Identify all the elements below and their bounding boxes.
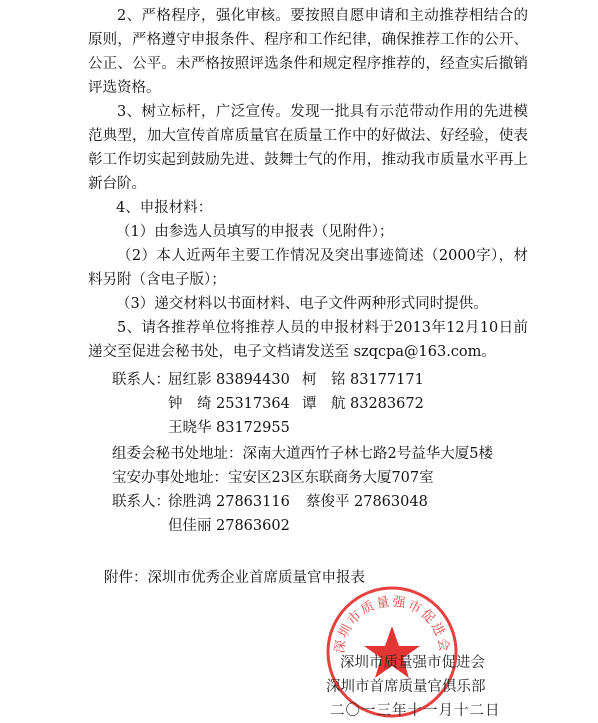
signature-org-2: 深圳市首席质量官俱乐部 bbox=[326, 678, 486, 695]
contact-name: 谭 航 bbox=[302, 396, 346, 412]
baoan-contacts-label: 联系人： bbox=[112, 494, 170, 510]
contact-phone: 83283672 bbox=[350, 396, 424, 412]
contact-name: 柯 铭 bbox=[302, 372, 346, 388]
contacts-label: 联系人： bbox=[112, 372, 170, 388]
materials-heading: 4、申报材料： bbox=[116, 200, 213, 216]
materials-item-2: （2）本人近两年主要工作情况及突出事迹简述（2000字），材料另附（含电子版）； bbox=[88, 248, 528, 288]
signature-org-1: 深圳市质量强市促进会 bbox=[340, 654, 485, 671]
contact-phone: 25317364 bbox=[216, 396, 290, 412]
paragraph-3: 3、树立标杆，广泛宣传。发现一批具有示范带动作用的先进模范典型，加大宣传首席质量官在质量工作中的好做法、好经验，使表彰工作切实起到鼓励先进、鼓舞士气的作用，推动我市质量水平再上新台阶。 bbox=[88, 104, 528, 192]
contact-name: 但佳丽 bbox=[168, 518, 212, 534]
contact-phone: 27863602 bbox=[216, 518, 290, 534]
paragraph-2: 2、严格程序，强化审核。要按照自愿申请和主动推荐相结合的原则，严格遵守申报条件、程序和工作纪律，确保推荐工作的公开、公正、公平。未严格按照评选条件和规定程序推荐的，经查实后撤销评选资格。 bbox=[88, 8, 528, 96]
paragraph-5: 5、请各推荐单位将推荐人员的申报材料于2013年12月10日前递交至促进会秘书处，电子文档请发送至 szqcpa@163.com。 bbox=[88, 320, 528, 360]
contact-phone: 83172955 bbox=[216, 420, 290, 436]
contact-phone: 27863116 bbox=[216, 494, 290, 510]
seal-text: 深圳市质量强市促进会 bbox=[332, 594, 452, 655]
contact-phone: 27863048 bbox=[354, 494, 428, 510]
contact-name: 王晓华 bbox=[168, 420, 212, 436]
signature-date: 二〇一三年十一月十二日 bbox=[330, 702, 501, 719]
contact-name: 蔡俊平 bbox=[306, 494, 350, 510]
attachment-line: 附件：深圳市优秀企业首席质量官申报表 bbox=[104, 570, 365, 586]
materials-item-1: （1）由参选人员填写的申报表（见附件）； bbox=[116, 224, 394, 240]
contact-name: 屈红影 bbox=[168, 372, 212, 388]
contact-name: 钟 绮 bbox=[168, 396, 212, 412]
materials-item-3: （3）递交材料以书面材料、电子文件两种形式同时提供。 bbox=[116, 296, 488, 312]
baoan-address: 宝安办事处地址：宝安区23区东联商务大厦707室 bbox=[112, 470, 434, 486]
secretariat-address: 组委会秘书处地址：深南大道西竹子林七路2号益华大厦5楼 bbox=[112, 446, 493, 462]
contact-phone: 83894430 bbox=[216, 372, 290, 388]
contact-name: 徐胜鸿 bbox=[168, 494, 212, 510]
contact-phone: 83177171 bbox=[350, 372, 424, 388]
